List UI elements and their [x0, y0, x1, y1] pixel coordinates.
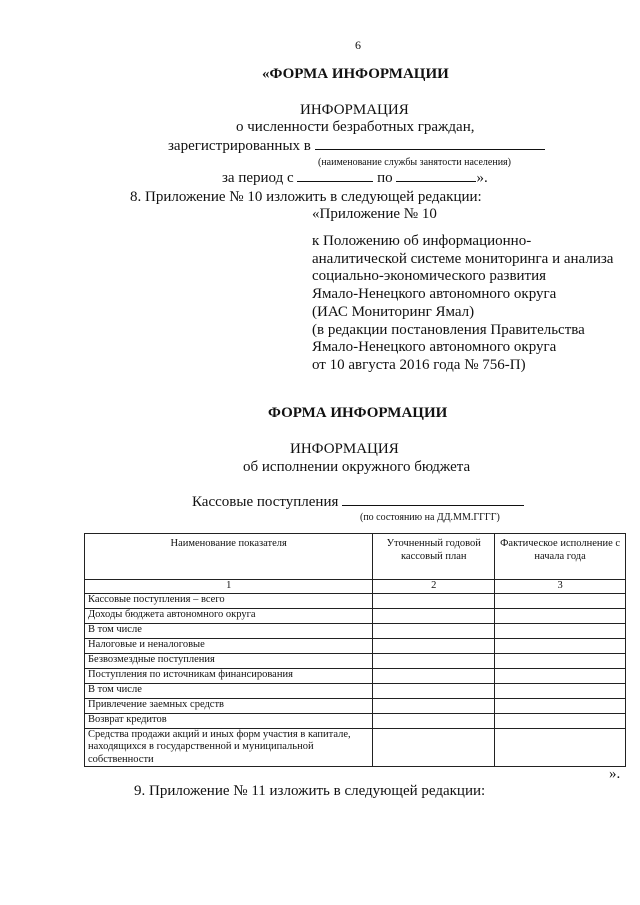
table-cell [373, 593, 495, 608]
column-number: 2 [373, 580, 495, 594]
page-number: 6 [355, 38, 361, 52]
period-mid: по [377, 170, 393, 186]
table-row [85, 593, 626, 608]
row-label: Доходы бюджета автономного округа [85, 608, 373, 623]
row-label: Средства продажи акций и иных форм участия в капитале, находящихся в государственной и муниципальной собственности [85, 728, 373, 767]
item8-text: 8. Приложение № 10 изложить в следующей редакции: [130, 189, 482, 205]
row-label: В том числе [85, 683, 373, 698]
table-cell [495, 698, 626, 713]
form2-subtitle: об исполнении окружного бюджета [243, 459, 471, 475]
table-cell [373, 668, 495, 683]
appendix-line: Ямало-Ненецкого автономного округа [312, 286, 557, 303]
period-prefix: за период с [222, 170, 294, 186]
appendix-line: (в редакции постановления Правительства [312, 321, 585, 338]
form1-line1: о численности безработных граждан, [236, 119, 475, 135]
table-cell [373, 653, 495, 668]
period-to-blank [396, 181, 476, 182]
form1-header: «ФОРМА ИНФОРМАЦИИ [262, 66, 449, 82]
table-row [85, 653, 626, 668]
receipts-label: Кассовые поступления [192, 494, 339, 510]
table-cell [373, 713, 495, 728]
table-row [85, 668, 626, 683]
budget-table [84, 533, 626, 767]
column-number-row [85, 580, 626, 594]
appendix-line: Ямало-Ненецкого автономного округа [312, 339, 557, 356]
table-cell [373, 623, 495, 638]
column-header: Наименование показателя [85, 534, 373, 580]
table-row [85, 698, 626, 713]
table-cell [495, 713, 626, 728]
table-row [85, 728, 626, 767]
receipts-date-blank [342, 505, 524, 506]
table-cell [373, 638, 495, 653]
form1-title: ИНФОРМАЦИЯ [300, 102, 409, 118]
column-header: Уточненный годовой кассовый план [373, 534, 495, 580]
column-header: Фактическое исполнение с начала года [495, 534, 626, 580]
row-label: В том числе [85, 623, 373, 638]
table-cell [495, 608, 626, 623]
table-cell [373, 698, 495, 713]
table-cell [495, 623, 626, 638]
table-cell [495, 638, 626, 653]
row-label: Налоговые и неналоговые [85, 638, 373, 653]
table-row [85, 638, 626, 653]
appendix-title: «Приложение № 10 [312, 206, 437, 222]
column-number: 3 [495, 580, 626, 594]
table-cell [495, 668, 626, 683]
appendix-line: к Положению об информационно- [312, 233, 532, 249]
service-name-blank [315, 149, 545, 150]
table-row [85, 608, 626, 623]
receipts-row [192, 494, 524, 511]
table-cell [373, 683, 495, 698]
form1-line2 [168, 138, 545, 155]
appendix-line: аналитической системе мониторинга и анализа [312, 250, 614, 267]
row-label: Кассовые поступления – всего [85, 593, 373, 608]
table-cell [495, 593, 626, 608]
appendix-line: (ИАС Мониторинг Ямал) [312, 303, 475, 320]
table-row [85, 623, 626, 638]
appendix-line: социально-экономического развития [312, 268, 547, 285]
row-label: Поступления по источникам финансирования [85, 668, 373, 683]
table-cell [495, 653, 626, 668]
row-label: Привлечение заемных средств [85, 698, 373, 713]
row-label: Безвозмездные поступления [85, 653, 373, 668]
date-caption: (по состоянию на ДД.ММ.ГГГГ) [360, 512, 500, 523]
table-cell [495, 728, 626, 767]
table-cell [373, 608, 495, 623]
form2-header: ФОРМА ИНФОРМАЦИИ [268, 405, 448, 421]
table-cell [495, 683, 626, 698]
item9-text: 9. Приложение № 11 изложить в следующей редакции: [134, 783, 486, 799]
appendix-line: от 10 августа 2016 года № 756-П) [312, 356, 526, 373]
column-number: 1 [85, 580, 373, 594]
table-cell [373, 728, 495, 767]
form1-period [222, 170, 488, 187]
appendix-lines [312, 233, 613, 375]
form2-title: ИНФОРМАЦИЯ [290, 441, 399, 457]
table-row [85, 683, 626, 698]
period-end: ». [476, 170, 488, 186]
form1-line2-prefix: зарегистрированных в [168, 138, 311, 154]
row-label: Возврат кредитов [85, 713, 373, 728]
table-header-row [85, 534, 626, 580]
table-row [85, 713, 626, 728]
closing-quote: ». [609, 766, 621, 782]
service-caption: (наименование службы занятости населения) [318, 157, 511, 168]
period-from-blank [297, 181, 373, 182]
